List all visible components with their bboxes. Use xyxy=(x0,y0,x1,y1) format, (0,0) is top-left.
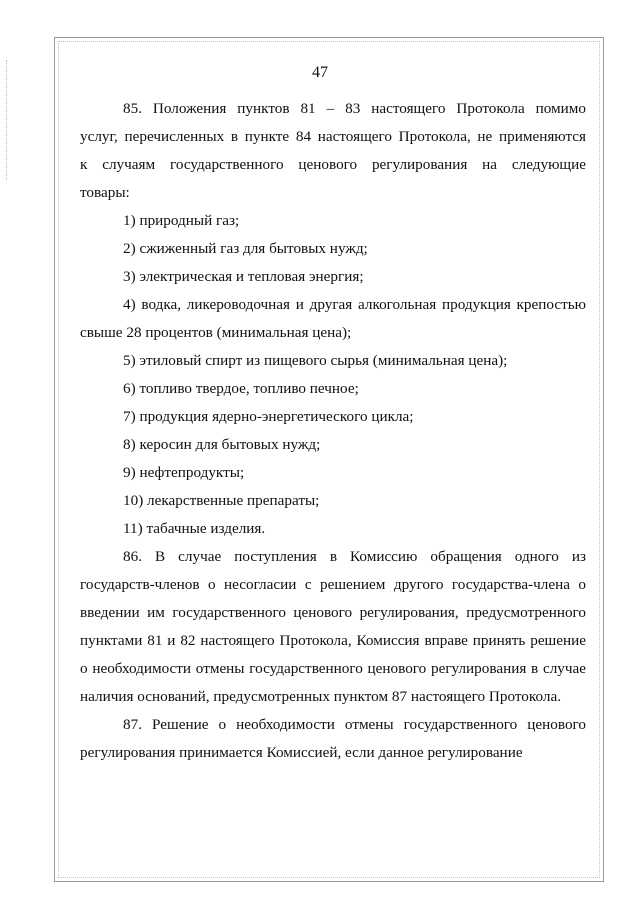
list-item-2: 2) сжиженный газ для бытовых нужд; xyxy=(123,240,368,257)
list-item-6: 6) топливо твердое, топливо печное; xyxy=(123,380,359,397)
paragraph-85: 85. Положения пунктов 81 – 83 настоящего Протокола помимо услуг, перечисленных в пункте 84 настоящего Протокола, не применяются к случаям государственного ценового регулирования на следующие товары: xyxy=(80,100,586,201)
paragraph-86: 86. В случае поступления в Комиссию обращения одного из государств-членов о несогласии с решением другого государства-члена о введении им государственного ценового регулирования, предусмотренного пунктами 81 и 82 настоящего Протокола, Комиссия вправе принять решение о необходимости отмены государственного ценового регулирования в случае наличия оснований, предусмотренных пунктом 87 настоящего Протокола. xyxy=(80,548,586,705)
list-item-3: 3) электрическая и тепловая энергия; xyxy=(123,268,364,285)
list-item-4: 4) водка, ликероводочная и другая алкогольная продукция крепостью свыше 28 процентов (минимальная цена); xyxy=(80,296,586,341)
list-item-9: 9) нефтепродукты; xyxy=(123,464,245,481)
list-item-5: 5) этиловый спирт из пищевого сырья (минимальная цена); xyxy=(123,352,508,369)
list-item-1: 1) природный газ; xyxy=(123,212,240,229)
page-number: 47 xyxy=(312,64,328,81)
paragraph-87: 87. Решение о необходимости отмены государственного ценового регулирования принимается Комиссией, если данное регулирование xyxy=(80,716,586,761)
list-item-11: 11) табачные изделия. xyxy=(123,520,266,537)
list-item-8: 8) керосин для бытовых нужд; xyxy=(123,436,321,453)
list-item-10: 10) лекарственные препараты; xyxy=(123,492,320,509)
document-body xyxy=(80,95,586,767)
list-item-7: 7) продукция ядерно-энергетического цикла; xyxy=(123,408,414,425)
